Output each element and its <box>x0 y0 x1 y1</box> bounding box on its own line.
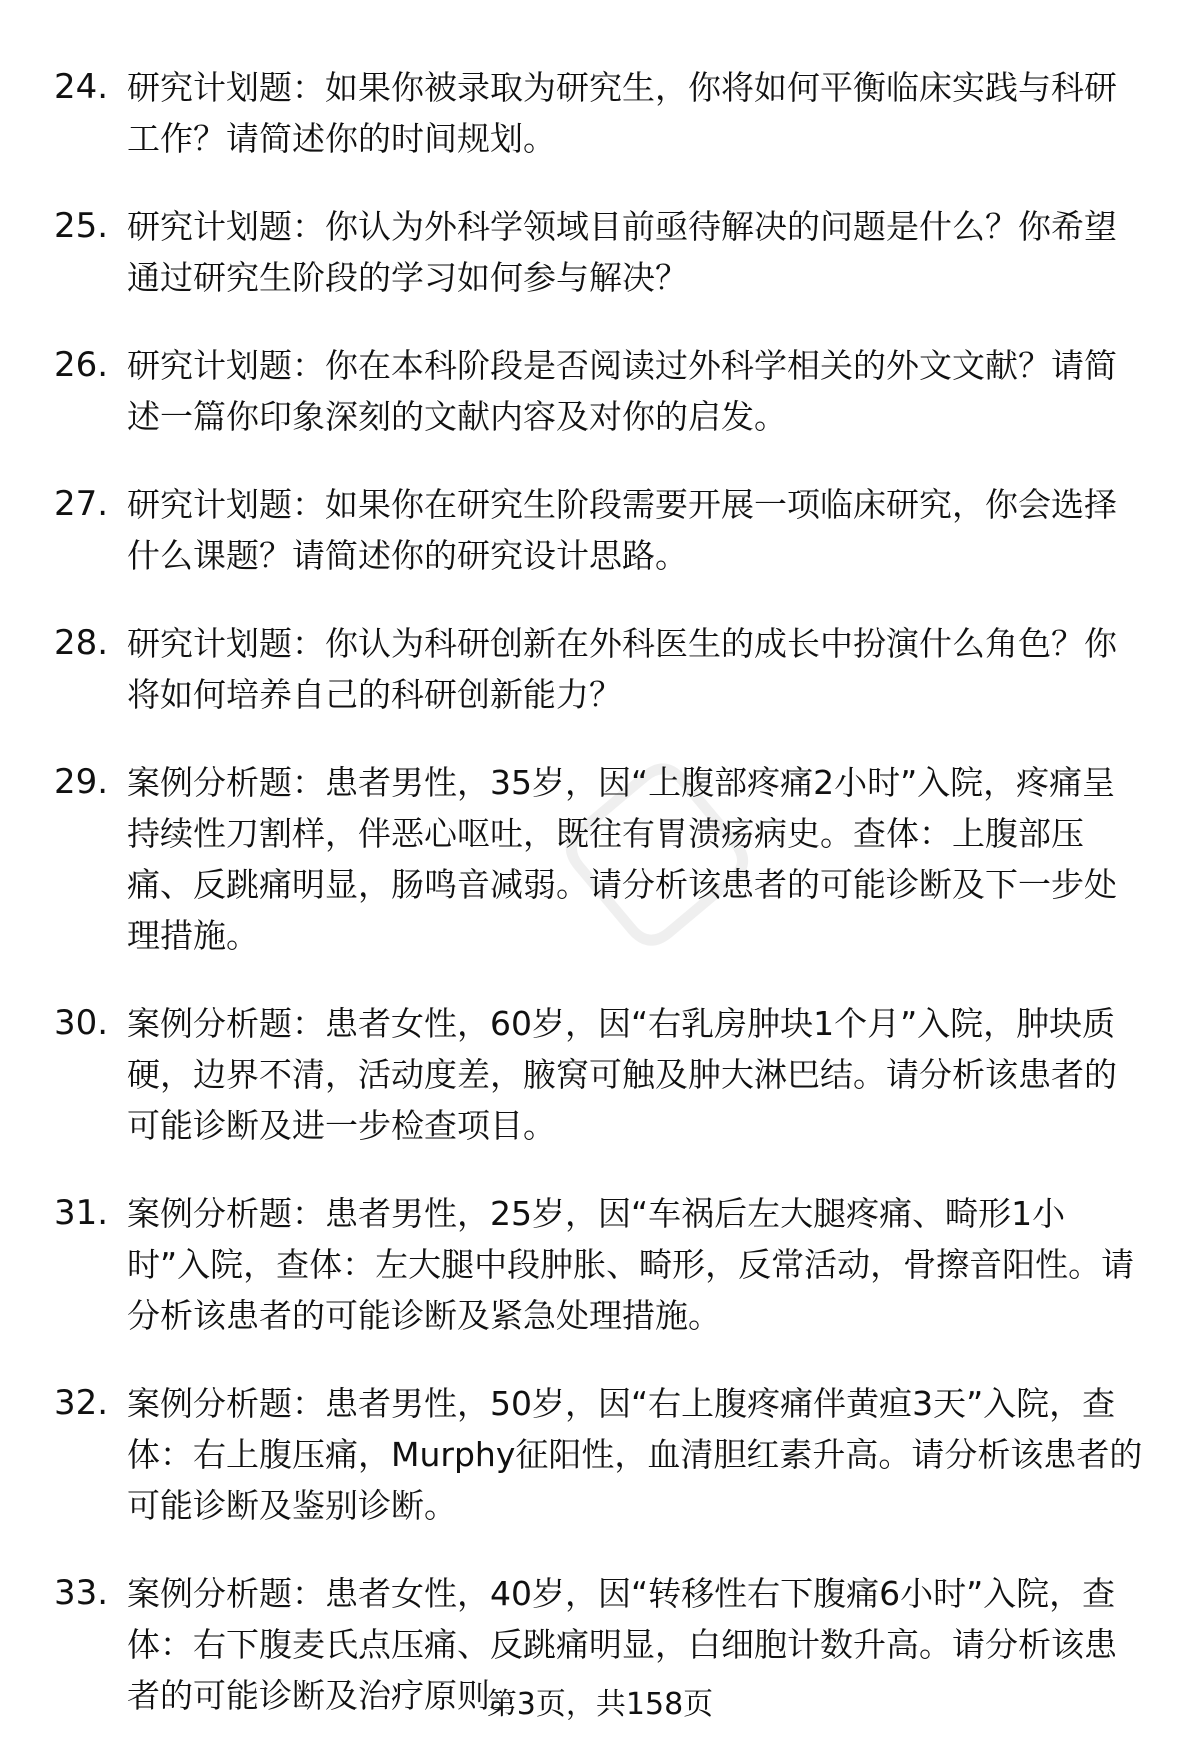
question-item <box>54 340 1144 442</box>
question-text: 案例分析题：患者女性，40岁，因“转移性右下腹痛6小时”入院，查体：右下腹麦氏点压痛、反跳痛明显，白细胞计数升高。请分析该患者的可能诊断及治疗原则。 <box>127 1574 1117 1715</box>
question-text: 研究计划题：你认为外科学领域目前亟待解决的问题是什么？你希望通过研究生阶段的学习如何参与解决？ <box>127 207 1117 297</box>
question-number: 25. <box>54 206 109 246</box>
question-number: 26. <box>54 345 109 385</box>
question-item <box>54 62 1144 164</box>
question-item <box>54 757 1144 961</box>
watermark: ▢ <box>506 694 793 985</box>
question-number: 24. <box>54 67 109 107</box>
question-item <box>54 479 1144 581</box>
question-item <box>54 618 1144 720</box>
question-list <box>54 62 1144 1758</box>
question-number: 27. <box>54 484 109 524</box>
question-text: 研究计划题：你认为科研创新在外科医生的成长中扮演什么角色？你将如何培养自己的科研创新能力？ <box>127 624 1117 714</box>
question-text: 案例分析题：患者女性，60岁，因“右乳房肿块1个月”入院，肿块质硬，边界不清，活动度差，腋窝可触及肿大淋巴结。请分析该患者的可能诊断及进一步检查项目。 <box>127 1004 1117 1145</box>
question-item <box>54 201 1144 303</box>
question-text: 研究计划题：如果你被录取为研究生，你将如何平衡临床实践与科研工作？请简述你的时间规划。 <box>127 68 1117 158</box>
question-text: 研究计划题：你在本科阶段是否阅读过外科学相关的外文文献？请简述一篇你印象深刻的文献内容及对你的启发。 <box>127 346 1117 436</box>
question-number: 28. <box>54 623 109 663</box>
question-item <box>54 998 1144 1151</box>
question-text: 研究计划题：如果你在研究生阶段需要开展一项临床研究，你会选择什么课题？请简述你的研究设计思路。 <box>127 485 1117 575</box>
question-text: 案例分析题：患者男性，25岁，因“车祸后左大腿疼痛、畸形1小时”入院，查体：左大腿中段肿胀、畸形，反常活动，骨擦音阳性。请分析该患者的可能诊断及紧急处理措施。 <box>127 1194 1135 1335</box>
page-number-footer: 第3页，共158页 <box>486 1687 714 1722</box>
question-number: 30. <box>54 1003 109 1043</box>
question-number: 32. <box>54 1383 109 1423</box>
question-number: 29. <box>54 762 109 802</box>
question-item <box>54 1378 1144 1531</box>
question-item <box>54 1188 1144 1341</box>
question-text: 案例分析题：患者男性，35岁，因“上腹部疼痛2小时”入院，疼痛呈持续性刀割样，伴恶心呕吐，既往有胃溃疡病史。查体：上腹部压痛、反跳痛明显，肠鸣音减弱。请分析该患者的可能诊断及下一步处理措施。 <box>127 763 1117 955</box>
question-text: 案例分析题：患者男性，50岁，因“右上腹疼痛伴黄疸3天”入院，查体：右上腹压痛，Murphy征阳性，血清胆红素升高。请分析该患者的可能诊断及鉴别诊断。 <box>127 1384 1143 1525</box>
question-number: 31. <box>54 1193 109 1233</box>
question-number: 33. <box>54 1573 109 1613</box>
